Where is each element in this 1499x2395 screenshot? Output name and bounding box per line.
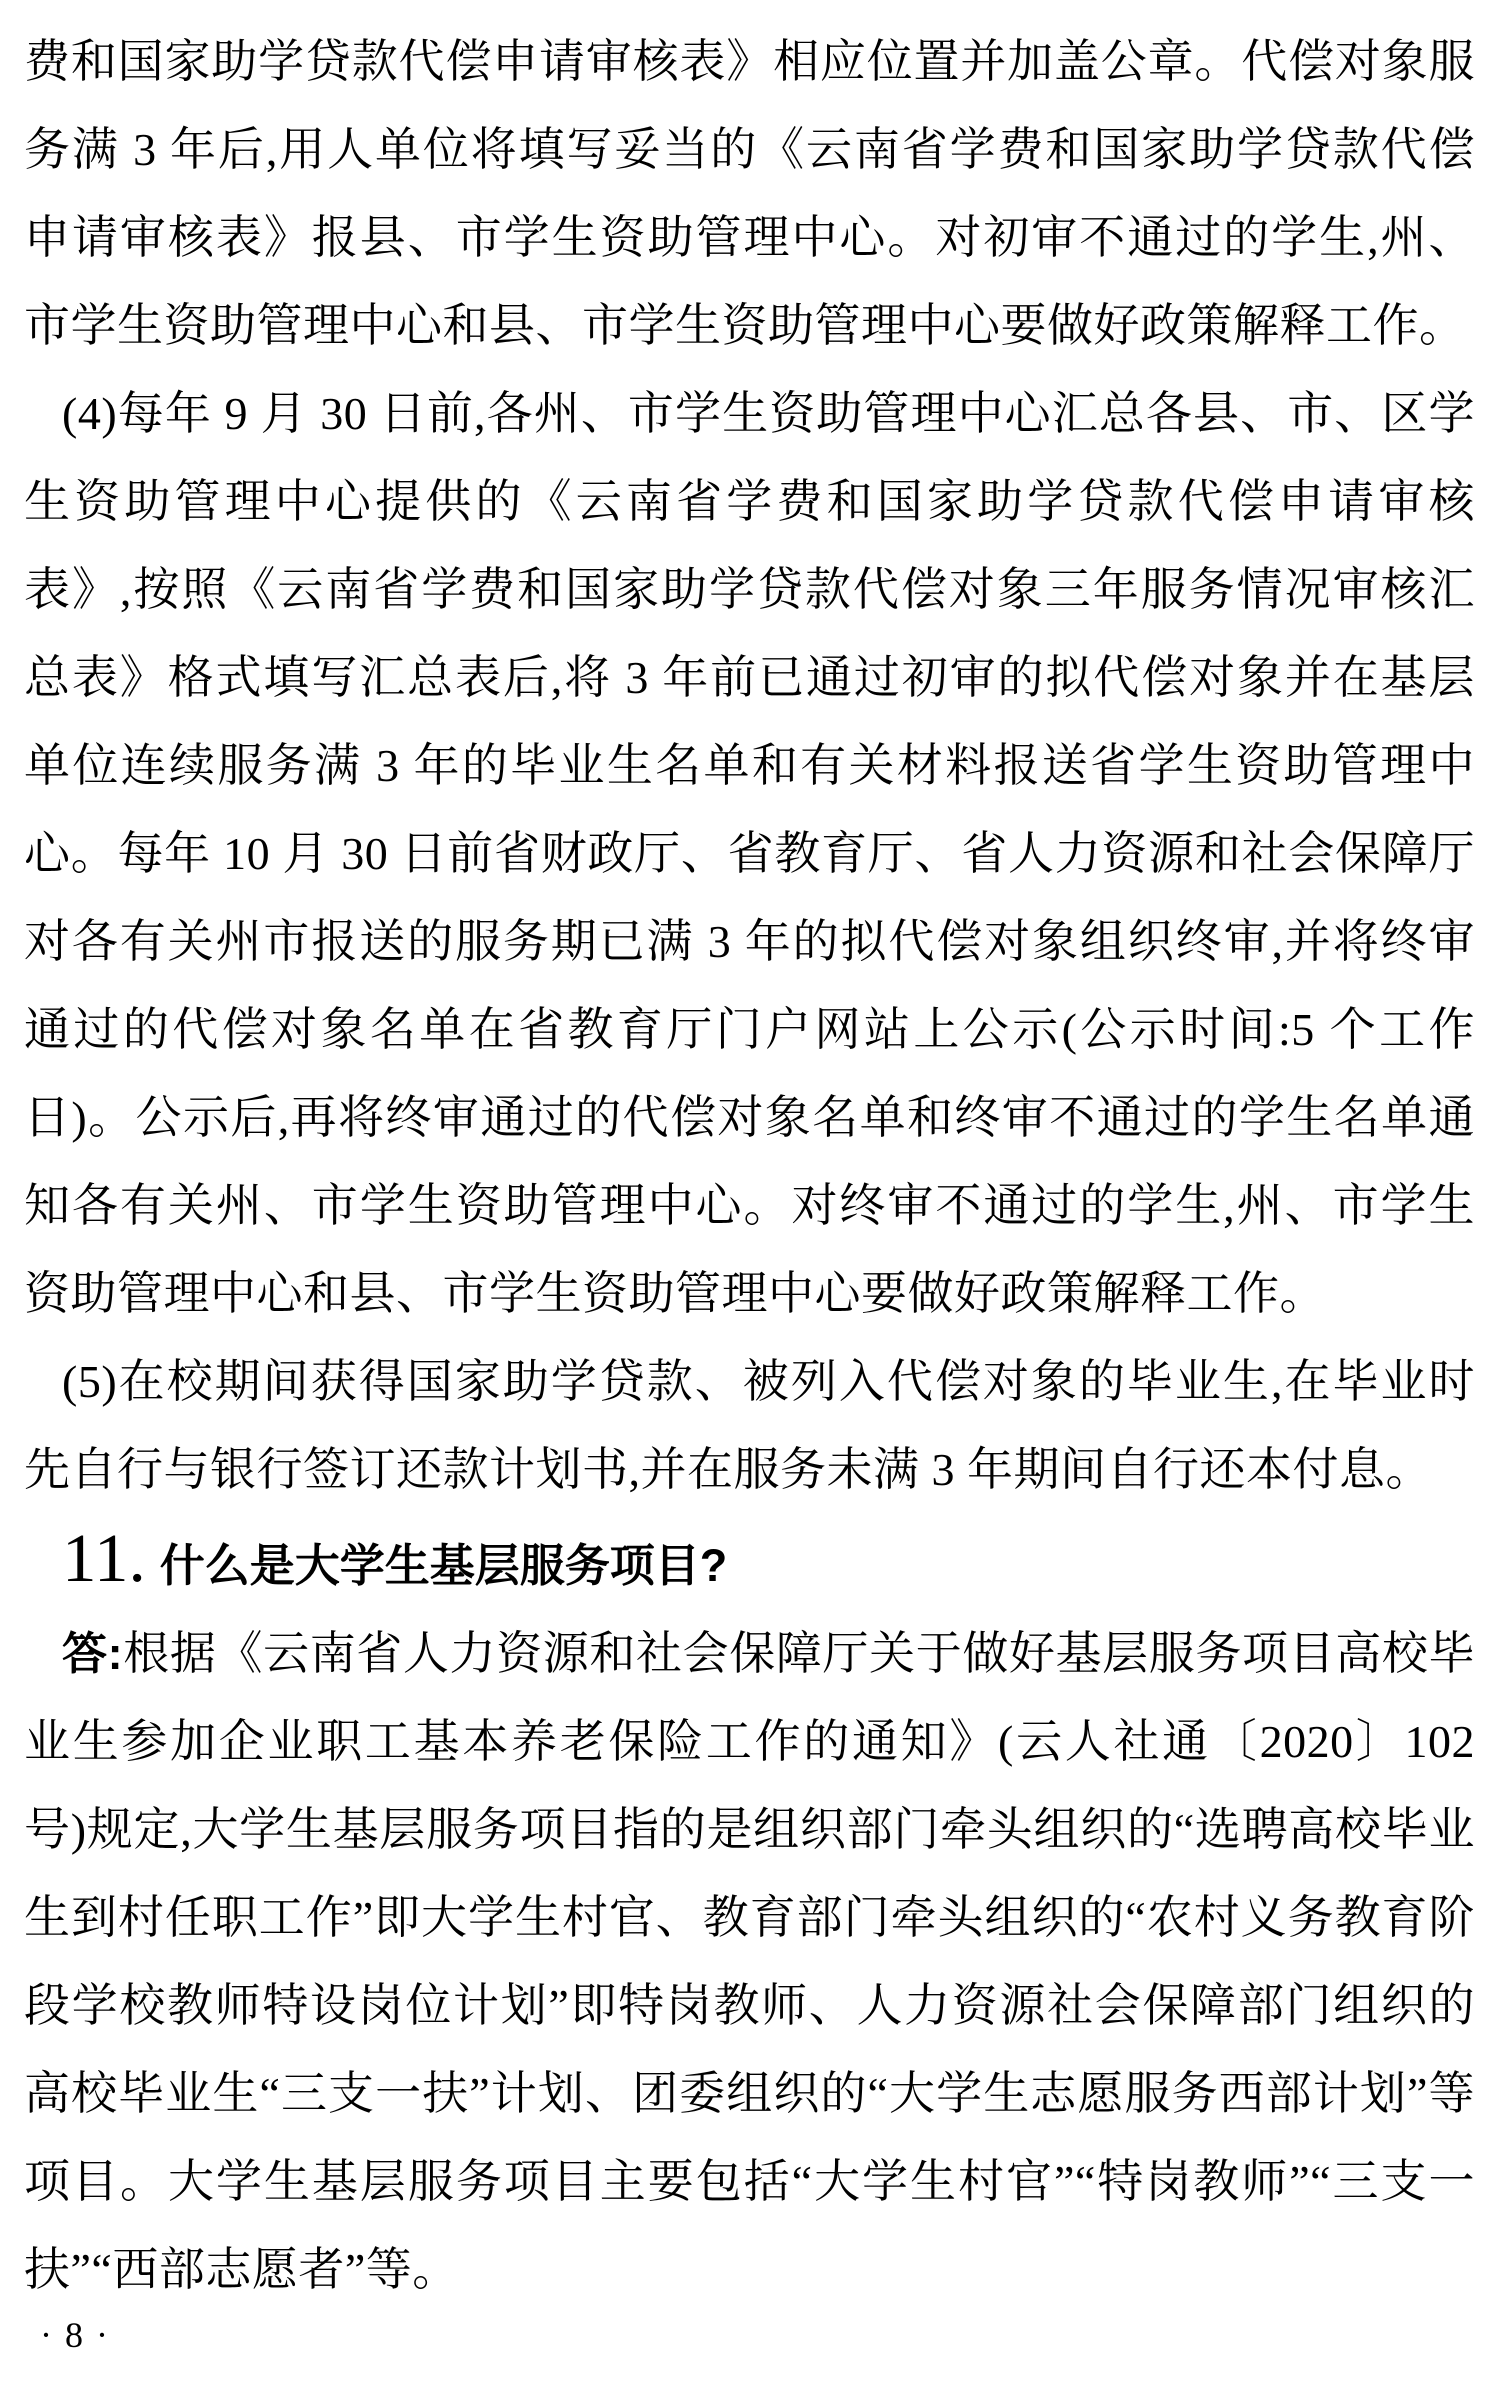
question-number: 11. <box>62 1520 146 1596</box>
page-number: · 8 · <box>40 2315 110 2355</box>
paragraph-continuation: 费和国家助学贷款代偿申请审核表》相应位置并加盖公章。代偿对象服务满 3 年后,用人单位将填写妥当的《云南省学费和国家助学贷款代偿申请审核表》报县、市学生资助管理中心。对初审不通过的学生,州、市学生资助管理中心和县、市学生资助管理中心要做好政策解释工作。 <box>24 36 1475 351</box>
answer-label: 答: <box>62 1628 124 1679</box>
question-heading <box>24 1514 1475 1610</box>
answer-text: 根据《云南省人力资源和社会保障厅关于做好基层服务项目高校毕业生参加企业职工基本养老保险工作的通知》(云人社通〔2020〕102 号)规定,大学生基层服务项目指的是组织部门牵头组织的“选聘高校毕业生到村任职工作”即大学生村官、教育部门牵头组织的“农村义务教育阶段学校教师特设岗位计划”即特岗教师、人力资源社会保障部门组织的高校毕业生“三支一扶”计划、团委组织的“大学生志愿服务西部计划”等项目。大学生基层服务项目主要包括“大学生村官”“特岗教师”“三支一扶”“西部志愿者”等。 <box>24 1628 1475 2295</box>
paragraph-item-4: (4)每年 9 月 30 日前,各州、市学生资助管理中心汇总各县、市、区学生资助管理中心提供的《云南省学费和国家助学贷款代偿申请审核表》,按照《云南省学费和国家助学贷款代偿对象三年服务情况审核汇总表》格式填写汇总表后,将 3 年前已通过初审的拟代偿对象并在基层单位连续服务满 3 年的毕业生名单和有关材料报送省学生资助管理中心。每年 10 月 30 日前省财政厅、省教育厅、省人力资源和社会保障厅对各有关州市报送的服务期已满 3 年的拟代偿对象组织终审,并将终审通过的代偿对象名单在省教育厅门户网站上公示(公示时间:5 个工作日)。公示后,再将终审通过的代偿对象名单和终审不通过的学生名单通知各有关州、市学生资助管理中心。对终审不通过的学生,州、市学生资助管理中心和县、市学生资助管理中心要做好政策解释工作。 <box>24 388 1475 1319</box>
paragraph-item-5: (5)在校期间获得国家助学贷款、被列入代偿对象的毕业生,在毕业时先自行与银行签订还款计划书,并在服务未满 3 年期间自行还本付息。 <box>24 1356 1475 1495</box>
question-title: 什么是大学生基层服务项目? <box>159 1540 728 1591</box>
paragraph-answer <box>24 1610 1475 2314</box>
